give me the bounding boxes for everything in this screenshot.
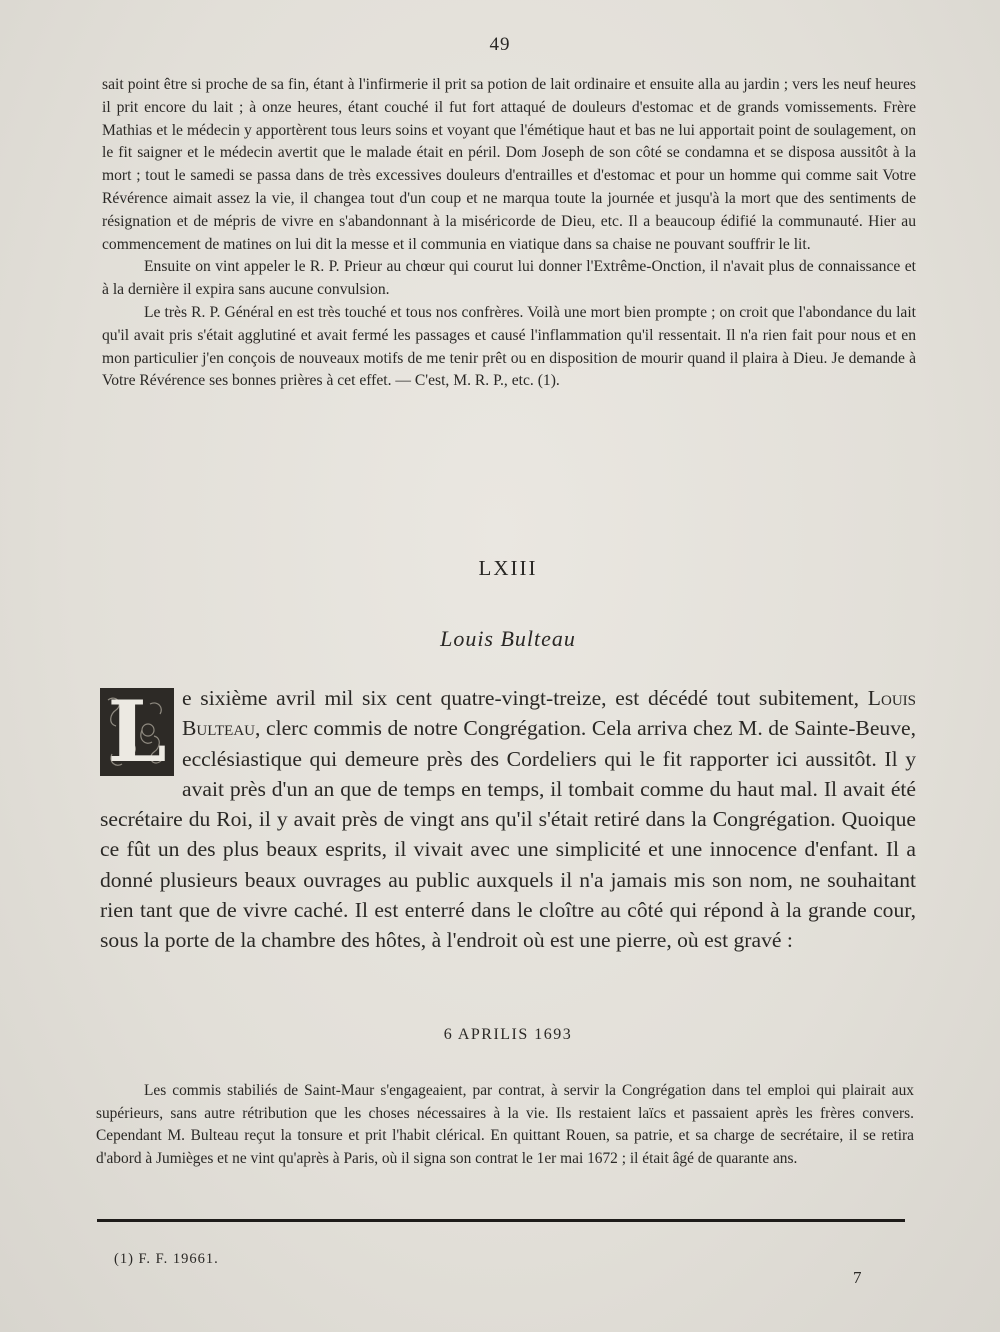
signature-mark: 7	[853, 1268, 862, 1287]
entry-title: Louis Bulteau	[440, 626, 576, 651]
entry-text: , clerc commis de notre Congrégation. Cela arriva chez M. de Sainte-Beuve, ecclésiastique qui demeure près des Cordeliers qui le fit rapporter ici aussitôt. Il y avait près d'un an que de temps en temps, il tombait comme du haut mal. Il avait été secrétaire du Roi, il y avait près de vingt ans qu'il s'était retiré dans la Congrégation. Quoique ce fût un des plus beaux esprits, il vivait avec une simplicité et une innocence d'enfant. Il a donné plusieurs beaux ouvrages au public auxquels il n'a jamais mis son nom, ne souhaitant rien tant que de vivre caché. Il est enterré dans le cloître au côté qui répond à la grande cour, sous la porte de la chambre des hôtes, à l'endroit où est une pierre, où est gravé :	[100, 716, 916, 953]
editorial-note	[96, 1080, 914, 1170]
paragraph: Ensuite on vint appeler le R. P. Prieur au chœur qui courut lui donner l'Extrême-Onction, il n'avait plus de connaissance et à la dernière il expira sans aucune convulsion.	[102, 258, 916, 299]
chapter-heading: LXIII	[478, 556, 538, 580]
note-text: Les commis stabiliés de Saint-Maur s'engageaient, par contrat, à servir la Congrégation dans tel emploi qui plairait aux supérieurs, sans autre rétribution que les choses nécessaires à la vie. Ils restaient laïcs et passaient après les frères convers. Cependant M. Bulteau reçut la tonsure et prit l'habit clérical. En quittant Rouen, sa patrie, et sa charge de secrétaire, il se retira d'abord à Jumièges et ne vint qu'après à Paris, où il signa son contrat le 1er mai 1672 ; il était âgé de quarante ans.	[96, 1082, 914, 1167]
footnote: (1) F. F. 19661.	[114, 1251, 219, 1267]
person-name: Louis Bulteau	[182, 686, 916, 741]
letter-continuation	[102, 74, 916, 393]
ornamental-initial: L	[100, 688, 174, 776]
paragraph: Le très R. P. Général en est très touché et tous nos confrères. Voilà une mort bien prompte ; on croit que l'abondance du lait qu'il avait pris s'était agglutiné et avait fermé les passages et causé l'inflammation qu'il ressentait. Il n'a rien fait pour nous et en mon particulier j'en conçois de nouveaux motifs de me tenir prêt ou en disposition de mourir quand il plaira à Dieu. Je demande à Votre Révérence ses bonnes prières à cet effet. — C'est, M. R. P., etc. (1).	[102, 303, 916, 390]
footnote-rule	[97, 1219, 905, 1222]
page-number: 49	[489, 34, 511, 55]
inscription-date: 6 APRILIS 1693	[443, 1026, 573, 1043]
paragraph: sait point être si proche de sa fin, étant à l'infirmerie il prit sa potion de lait ordinaire et ensuite alla au jardin ; vers les neuf heures il prit encore du lait ; à onze heures, étant couché il fut fort attaqué de douleurs d'estomac et de grands vomissements. Frère Mathias et le médecin y apportèrent tous leurs soins et voyant que l'émétique haut et bas ne lui apportait point de soulagement, on le fit saigner et le médecin avertit que le malade était en péril. Dom Joseph de son côté se condamna et se disposa aussitôt à la mort ; tout le samedi se passa dans de très excessives douleurs d'entrailles et d'estomac et pour un homme qui comme sait Votre Révérence aimait assez la vie, il changea tout d'un coup et ne marqua toute la journée et jusqu'à la mort que des sentiments de résignation et de mépris de vivre en s'abandonnant à la miséricorde de Dieu, etc. Il a beaucoup édifié la communauté. Hier au commencement de matines on lui dit la messe et il communia en viatique dans sa chaise ne pouvant souffrir le lit.	[102, 76, 916, 253]
entry-text: e sixième avril mil six cent quatre-vingt-treize, est décédé tout subitement,	[182, 686, 868, 710]
obituary-entry	[100, 683, 916, 956]
